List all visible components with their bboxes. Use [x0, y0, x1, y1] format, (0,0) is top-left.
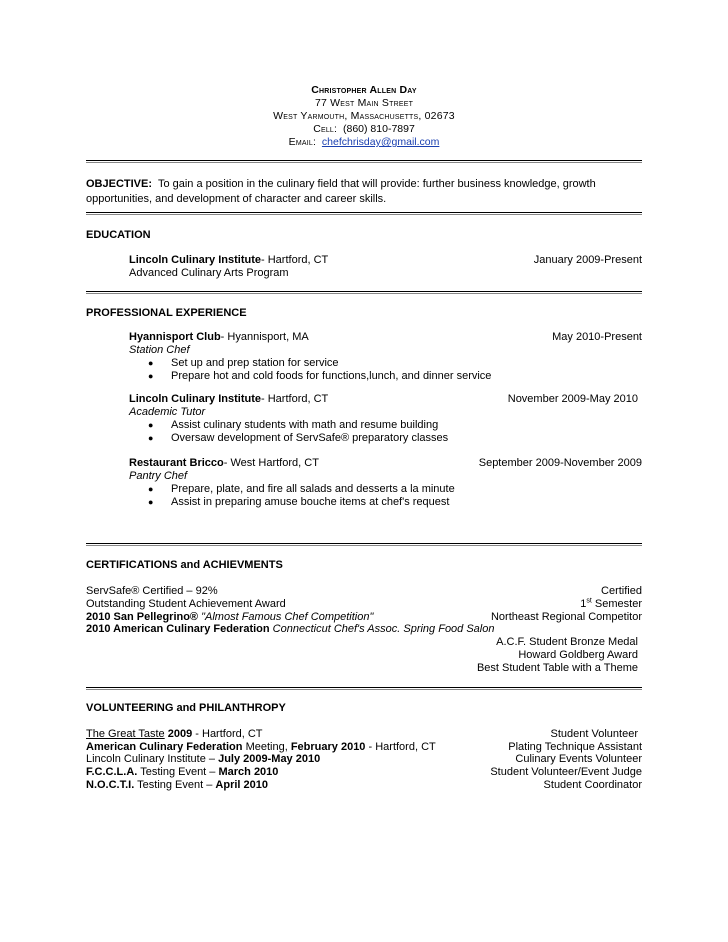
volunteer-row: N.O.C.T.I. Testing Event – April 2010 Student Coordinator: [86, 779, 642, 791]
applicant-name: Christopher Allen Day: [311, 84, 417, 96]
volunteer-row: The Great Taste 2009 - Hartford, CT Student Volunteer: [86, 728, 638, 740]
job-title: Pantry Chef: [129, 470, 188, 482]
bullet-icon: ●: [148, 497, 154, 507]
job-row: [129, 392, 642, 406]
email-link[interactable]: chefchrisday@gmail.com: [321, 136, 440, 148]
school-name: Lincoln Culinary Institute: [129, 254, 262, 266]
job-row: [129, 330, 642, 344]
email-label: Email:: [288, 136, 317, 148]
divider: [86, 212, 642, 215]
bullet-item: ● Assist in preparing amuse bouche items at chef's request: [148, 496, 450, 508]
job-title-row: [129, 469, 642, 483]
cert-row: Outstanding Student Achievement Award 1st Semester: [86, 597, 642, 610]
cell-label: Cell:: [313, 123, 338, 135]
divider: [86, 543, 642, 546]
employer-name: Restaurant Bricco: [129, 457, 224, 469]
volunteer-row: American Culinary Federation Meeting, February 2010 - Hartford, CT Plating Technique Assistant: [86, 741, 642, 753]
cell-number: (860) 810-7897: [343, 123, 415, 135]
volunteer-row: Lincoln Culinary Institute – July 2009-May 2010 Culinary Events Volunteer: [86, 753, 642, 765]
program-row: [129, 266, 642, 280]
bullet-item: ● Prepare, plate, and fire all salads and desserts a la minute: [148, 483, 455, 495]
bullet-item: ● Prepare hot and cold foods for functions,lunch, and dinner service: [148, 370, 492, 382]
cert-row: 2010 American Culinary Federation Connecticut Chef's Assoc. Spring Food Salon: [86, 623, 495, 635]
bullet-item: ● Set up and prep station for service: [148, 357, 339, 369]
bullet-icon: ●: [148, 433, 154, 443]
education-row: [129, 253, 642, 267]
program-name: Advanced Culinary Arts Program: [129, 267, 289, 279]
cert-row: A.C.F. Student Bronze Medal: [496, 636, 638, 648]
job-title-row: [129, 405, 642, 419]
bullet-item: ● Oversaw development of ServSafe® preparatory classes: [148, 432, 449, 444]
employer-location: - Hyannisport, MA: [220, 331, 309, 343]
section-heading-certifications: CERTIFICATIONS and ACHIEVMENTS: [86, 559, 283, 571]
job-dates: September 2009-November 2009: [478, 457, 642, 469]
school-location: - Hartford, CT: [261, 254, 329, 266]
job-title-row: [129, 343, 642, 357]
contact-header: [0, 84, 728, 149]
employer-location: - West Hartford, CT: [223, 457, 319, 469]
bullet-icon: ●: [148, 420, 154, 430]
divider: [86, 160, 642, 163]
divider: [86, 687, 642, 690]
cert-row: Best Student Table with a Theme: [476, 662, 638, 674]
section-heading-experience: PROFESSIONAL EXPERIENCE: [86, 307, 247, 319]
objective-text: To gain a position in the culinary field that will provide: further business knowledge, growth opportunities, and development of character and career skills.: [86, 178, 596, 205]
section-heading-volunteering: VOLUNTEERING and PHILANTHROPY: [86, 702, 286, 714]
email-line: [0, 136, 728, 149]
cert-row: Howard Goldberg Award: [518, 649, 638, 661]
section-heading-education: EDUCATION: [86, 229, 151, 241]
education-dates: January 2009-Present: [533, 254, 642, 266]
bullet-item: ● Assist culinary students with math and resume building: [148, 419, 439, 431]
cert-row: 2010 San Pellegrino® "Almost Famous Chef Competition" Northeast Regional Competitor: [86, 611, 642, 623]
divider: [86, 291, 642, 294]
bullet-icon: ●: [148, 484, 154, 494]
job-dates: November 2009-May 2010: [507, 393, 638, 405]
objective-label: OBJECTIVE:: [86, 178, 153, 190]
bullet-icon: ●: [148, 358, 154, 368]
employer-name: Hyannisport Club: [129, 331, 221, 343]
job-dates: May 2010-Present: [552, 331, 642, 343]
job-row: [129, 456, 642, 470]
street-address: 77 West Main Street: [314, 97, 414, 109]
employer-name: Lincoln Culinary Institute: [129, 393, 262, 405]
city-address: West Yarmouth, Massachusetts, 02673: [273, 110, 455, 122]
cell-line: [0, 123, 728, 136]
job-title: Station Chef: [129, 344, 190, 356]
objective: [86, 177, 646, 207]
cert-row: ServSafe® Certified – 92% Certified: [86, 585, 642, 597]
job-title: Academic Tutor: [129, 406, 206, 418]
employer-location: - Hartford, CT: [261, 393, 329, 405]
bullet-icon: ●: [148, 371, 154, 381]
volunteer-row: F.C.C.L.A. Testing Event – March 2010 Student Volunteer/Event Judge: [86, 766, 642, 778]
